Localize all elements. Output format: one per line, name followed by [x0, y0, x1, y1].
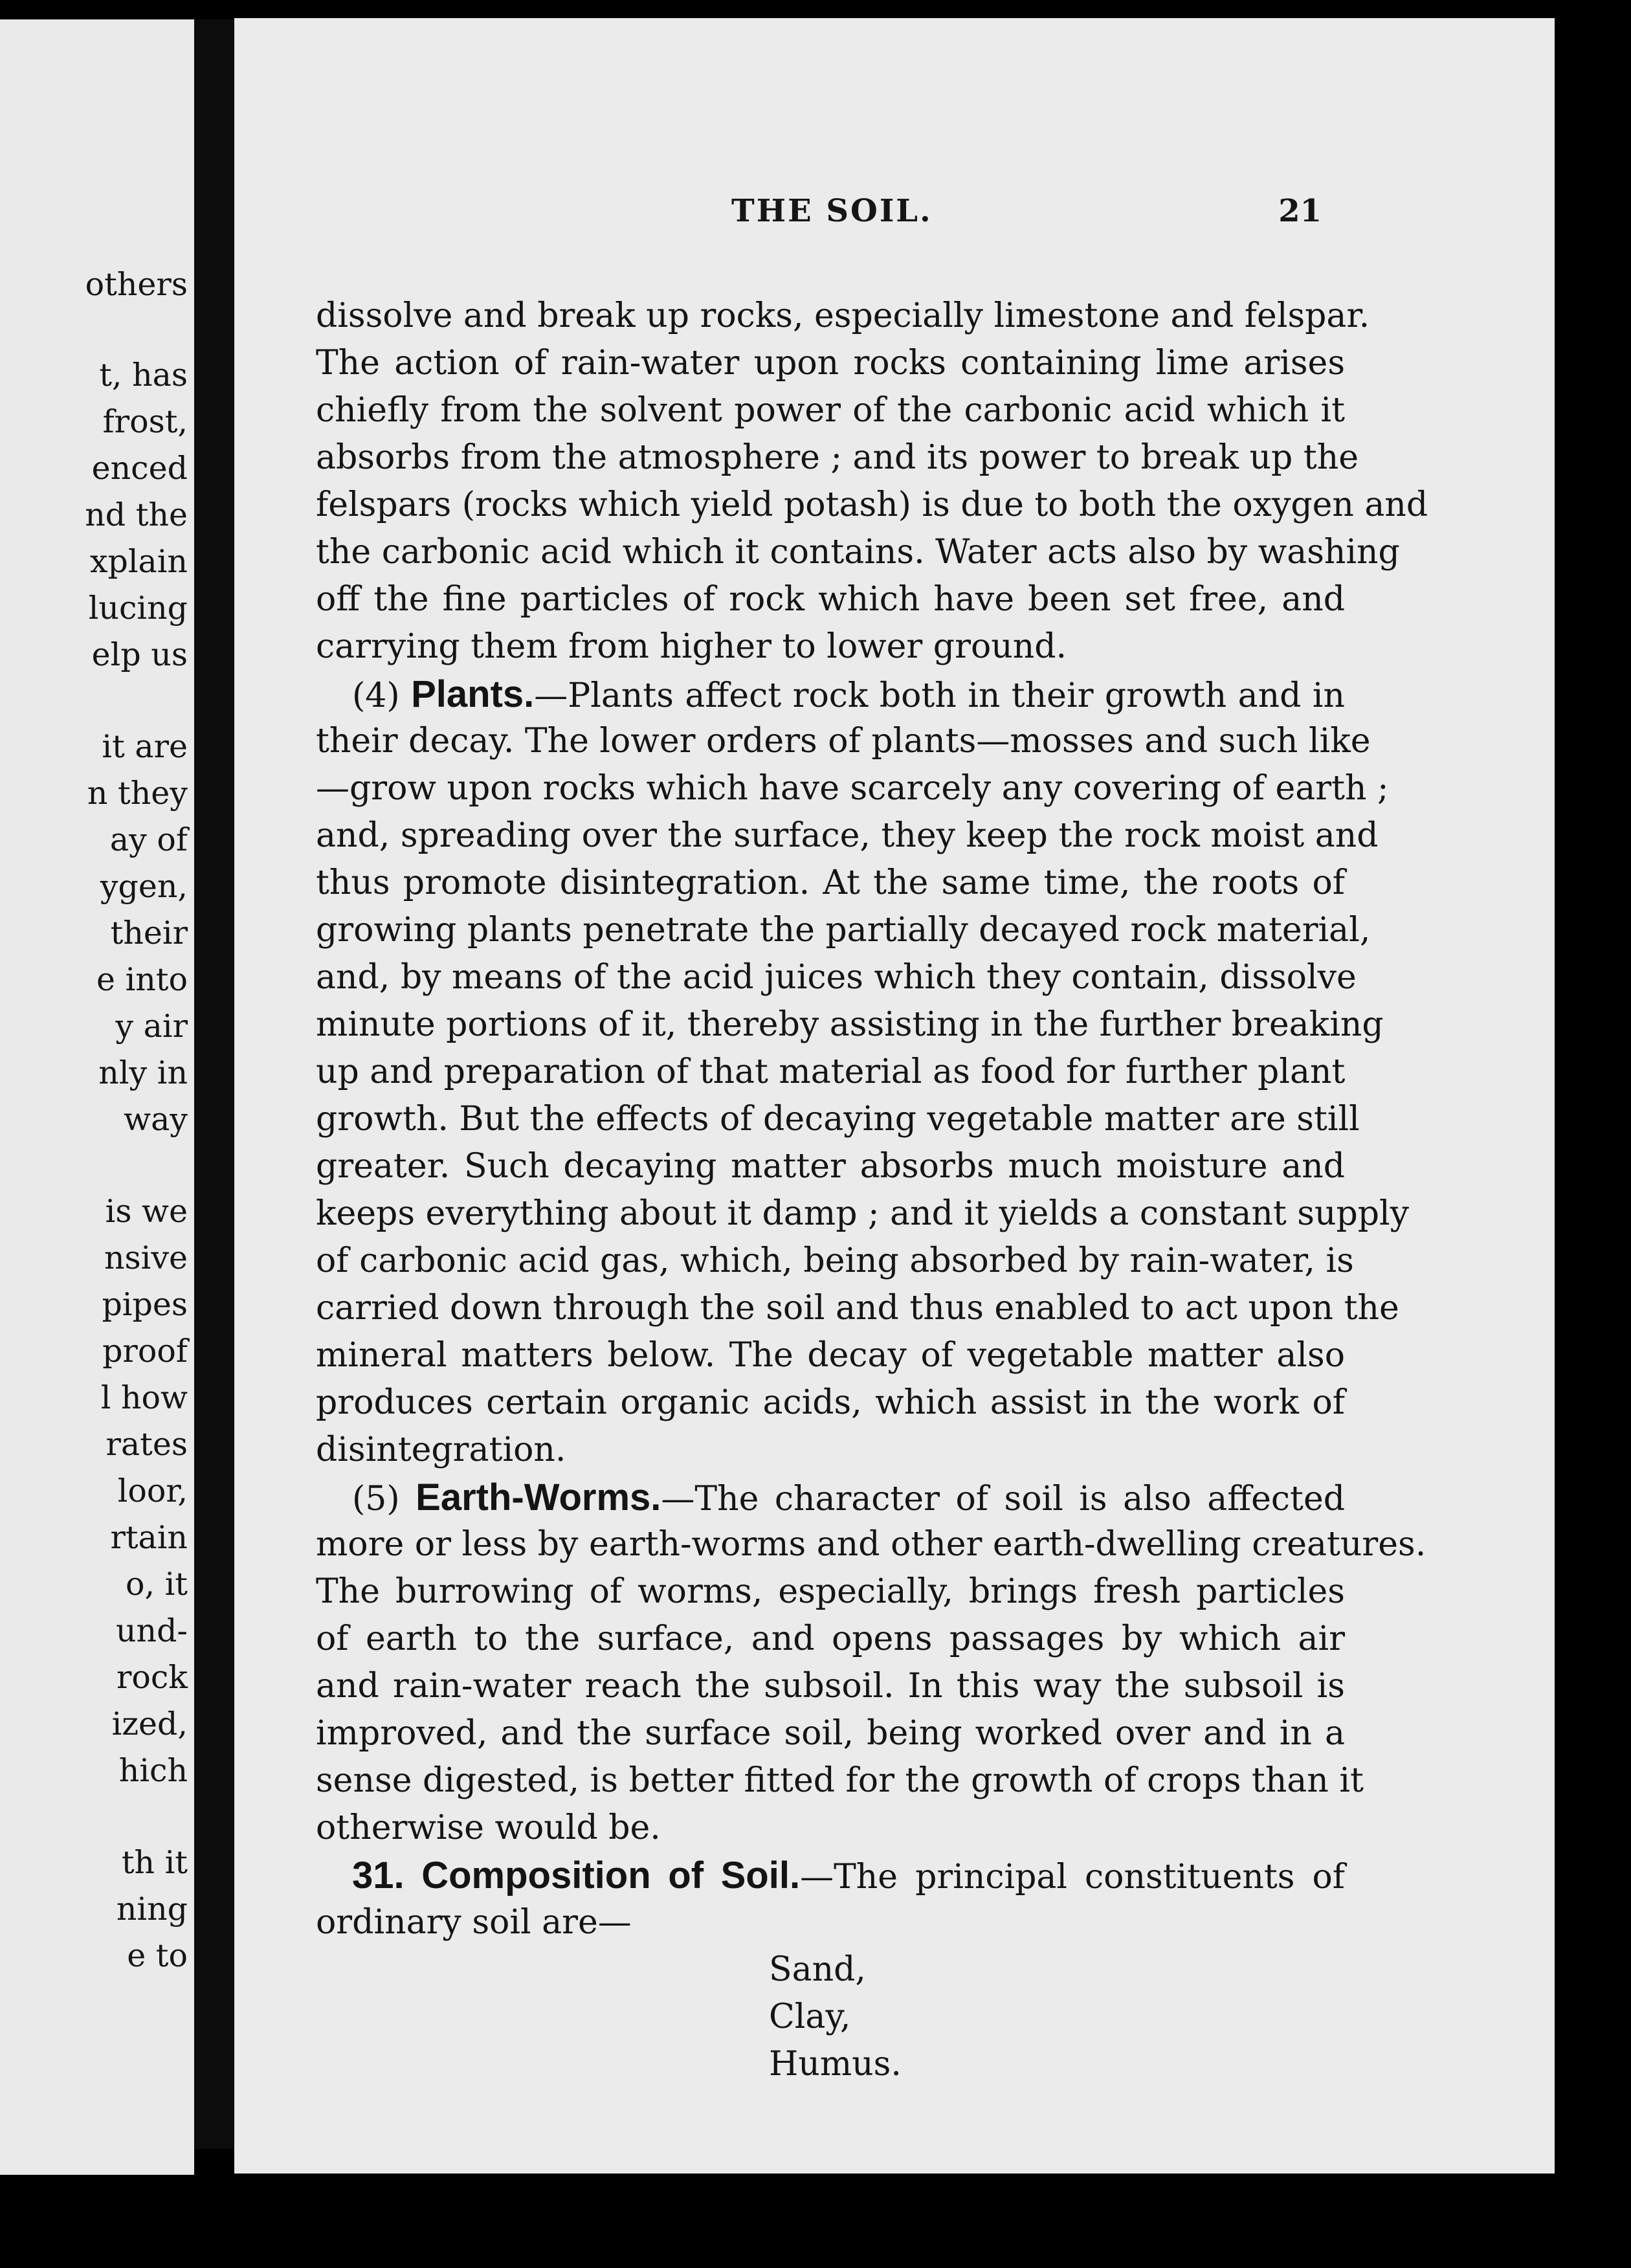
- text-line: otherwise would be.: [316, 1808, 661, 1847]
- cut-off-text-line: e into: [96, 961, 188, 998]
- cut-off-text-line: lucing: [88, 590, 188, 627]
- cut-off-text-line: e to: [127, 1937, 188, 1974]
- cut-off-text-line: o, it: [125, 1566, 188, 1603]
- text-line: greater. Such decaying matter absorbs much moisture and: [316, 1147, 1345, 1186]
- cut-off-text-line: und-: [115, 1612, 188, 1649]
- text-line: and, by means of the acid juices which they contain, dissolve: [316, 958, 1357, 997]
- text-line: and rain-water reach the subsoil. In this way the subsoil is: [316, 1667, 1345, 1706]
- cut-off-text-line: nly in: [98, 1054, 188, 1091]
- text-line: produces certain organic acids, which assist in the work of: [316, 1383, 1345, 1422]
- heading-continuation: —The principal constituents of: [800, 1858, 1345, 1896]
- text-line: their decay. The lower orders of plants—mosses and such like: [316, 722, 1371, 761]
- section-heading-plants: Plants.: [411, 673, 535, 715]
- text-line: ordinary soil are—: [316, 1903, 632, 1942]
- text-line: growing plants penetrate the partially decayed rock material,: [316, 911, 1371, 950]
- item-number: (5): [352, 1480, 400, 1518]
- heading-continuation: —The character of soil is also affected: [661, 1480, 1345, 1518]
- list-item: Sand,: [769, 1950, 866, 1989]
- cut-off-text-line: their: [110, 915, 188, 951]
- text-line: mineral matters below. The decay of vegetable matter also: [316, 1336, 1345, 1375]
- text-line: [316, 1852, 1345, 1899]
- cut-off-text-line: is we: [105, 1193, 188, 1230]
- text-line: keeps everything about it damp ; and it yields a constant supply: [316, 1194, 1410, 1233]
- item-number: (4): [352, 676, 400, 715]
- cut-off-text-line: enced: [91, 450, 188, 487]
- cut-off-text-line: xplain: [89, 543, 188, 580]
- cut-off-text-line: ized,: [111, 1706, 188, 1742]
- cut-off-text-line: rtain: [110, 1519, 188, 1556]
- book-gutter: [194, 19, 234, 2149]
- paragraph-rain-water: [316, 293, 1428, 671]
- text-line: The burrowing of worms, especially, brings fresh particles: [316, 1572, 1345, 1611]
- cut-off-text-line: others: [85, 266, 188, 303]
- text-line: dissolve and break up rocks, especially limestone and felspar.: [316, 296, 1370, 335]
- cut-off-text-line: it are: [102, 728, 188, 765]
- text-line: [316, 671, 1345, 718]
- text-line: growth. But the effects of decaying vegetable matter are still: [316, 1100, 1360, 1139]
- text-line: up and preparation of that material as food for further plant: [316, 1052, 1346, 1091]
- heading-continuation: —Plants affect rock both in their growth and in: [534, 676, 1345, 715]
- text-line: The action of rain-water upon rocks containing lime arises: [316, 344, 1345, 383]
- cut-off-text-line: pipes: [102, 1286, 188, 1323]
- text-line: —grow upon rocks which have scarcely any covering of earth ;: [316, 769, 1389, 808]
- text-line: [316, 1474, 1345, 1521]
- cut-off-text-line: t, has: [99, 357, 188, 394]
- text-line: of carbonic acid gas, which, being absorbed by rain-water, is: [316, 1241, 1354, 1280]
- text-line: felspars (rocks which yield potash) is due to both the oxygen and: [316, 485, 1428, 524]
- cut-off-text-line: y air: [115, 1008, 188, 1045]
- cut-off-text-line: n they: [87, 775, 188, 812]
- page-number: 21: [1278, 193, 1322, 229]
- cut-off-text-line: ning: [116, 1891, 188, 1928]
- cut-off-text-line: rates: [105, 1426, 188, 1463]
- cut-off-text-line: proof: [102, 1333, 188, 1370]
- cut-off-text-line: way: [124, 1101, 188, 1138]
- paragraph-earth-worms: [316, 1474, 1426, 1852]
- text-line: chiefly from the solvent power of the carbonic acid which it: [316, 391, 1345, 430]
- list-item: Clay,: [769, 1997, 851, 2036]
- cut-off-text-line: frost,: [102, 403, 188, 440]
- cut-off-text-line: ygen,: [100, 868, 188, 905]
- cut-off-text-line: l how: [100, 1379, 188, 1416]
- text-line: disintegration.: [316, 1430, 566, 1469]
- text-line: sense digested, is better fitted for the growth of crops than it: [316, 1761, 1364, 1800]
- text-line: carrying them from higher to lower ground.: [316, 627, 1067, 666]
- text-line: thus promote disintegration. At the same time, the roots of: [316, 863, 1345, 902]
- text-line: the carbonic acid which it contains. Water acts also by washing: [316, 533, 1400, 572]
- text-line: absorbs from the atmosphere ; and its power to break up the: [316, 438, 1359, 477]
- text-line: of earth to the surface, and opens passages by which air: [316, 1619, 1345, 1658]
- cut-off-text-line: ay of: [109, 821, 188, 858]
- text-line: and, spreading over the surface, they keep the rock moist and: [316, 816, 1379, 855]
- text-line: off the fine particles of rock which have been set free, and: [316, 580, 1345, 619]
- cut-off-text-line: rock: [116, 1659, 188, 1696]
- cut-off-text-line: hich: [118, 1752, 188, 1789]
- text-line: improved, and the surface soil, being worked over and in a: [316, 1714, 1345, 1753]
- previous-page-fragment: [0, 19, 194, 2175]
- text-line: minute portions of it, thereby assisting in the further breaking: [316, 1005, 1384, 1044]
- section-31-composition: [316, 1852, 1345, 2088]
- section-heading-earth-worms: Earth-Worms.: [416, 1476, 661, 1518]
- cut-off-text-line: elp us: [91, 636, 188, 673]
- text-line: carried down through the soil and thus enabled to act upon the: [316, 1289, 1399, 1328]
- paragraph-plants: [316, 671, 1410, 1474]
- cut-off-text-line: nsive: [104, 1240, 188, 1276]
- running-head: THE SOIL.: [731, 193, 933, 229]
- constituents-list: [316, 1946, 1345, 2088]
- section-heading-composition: 31. Composition of Soil.: [352, 1854, 801, 1896]
- text-line: more or less by earth-worms and other earth-dwelling creatures.: [316, 1525, 1426, 1564]
- book-page: [234, 18, 1555, 2174]
- cut-off-text-line: th it: [121, 1844, 188, 1881]
- cut-off-text-line: loor,: [117, 1473, 188, 1509]
- list-item: Humus.: [769, 2045, 902, 2084]
- page-body: [316, 293, 1428, 2088]
- cut-off-text-line: nd the: [85, 496, 188, 533]
